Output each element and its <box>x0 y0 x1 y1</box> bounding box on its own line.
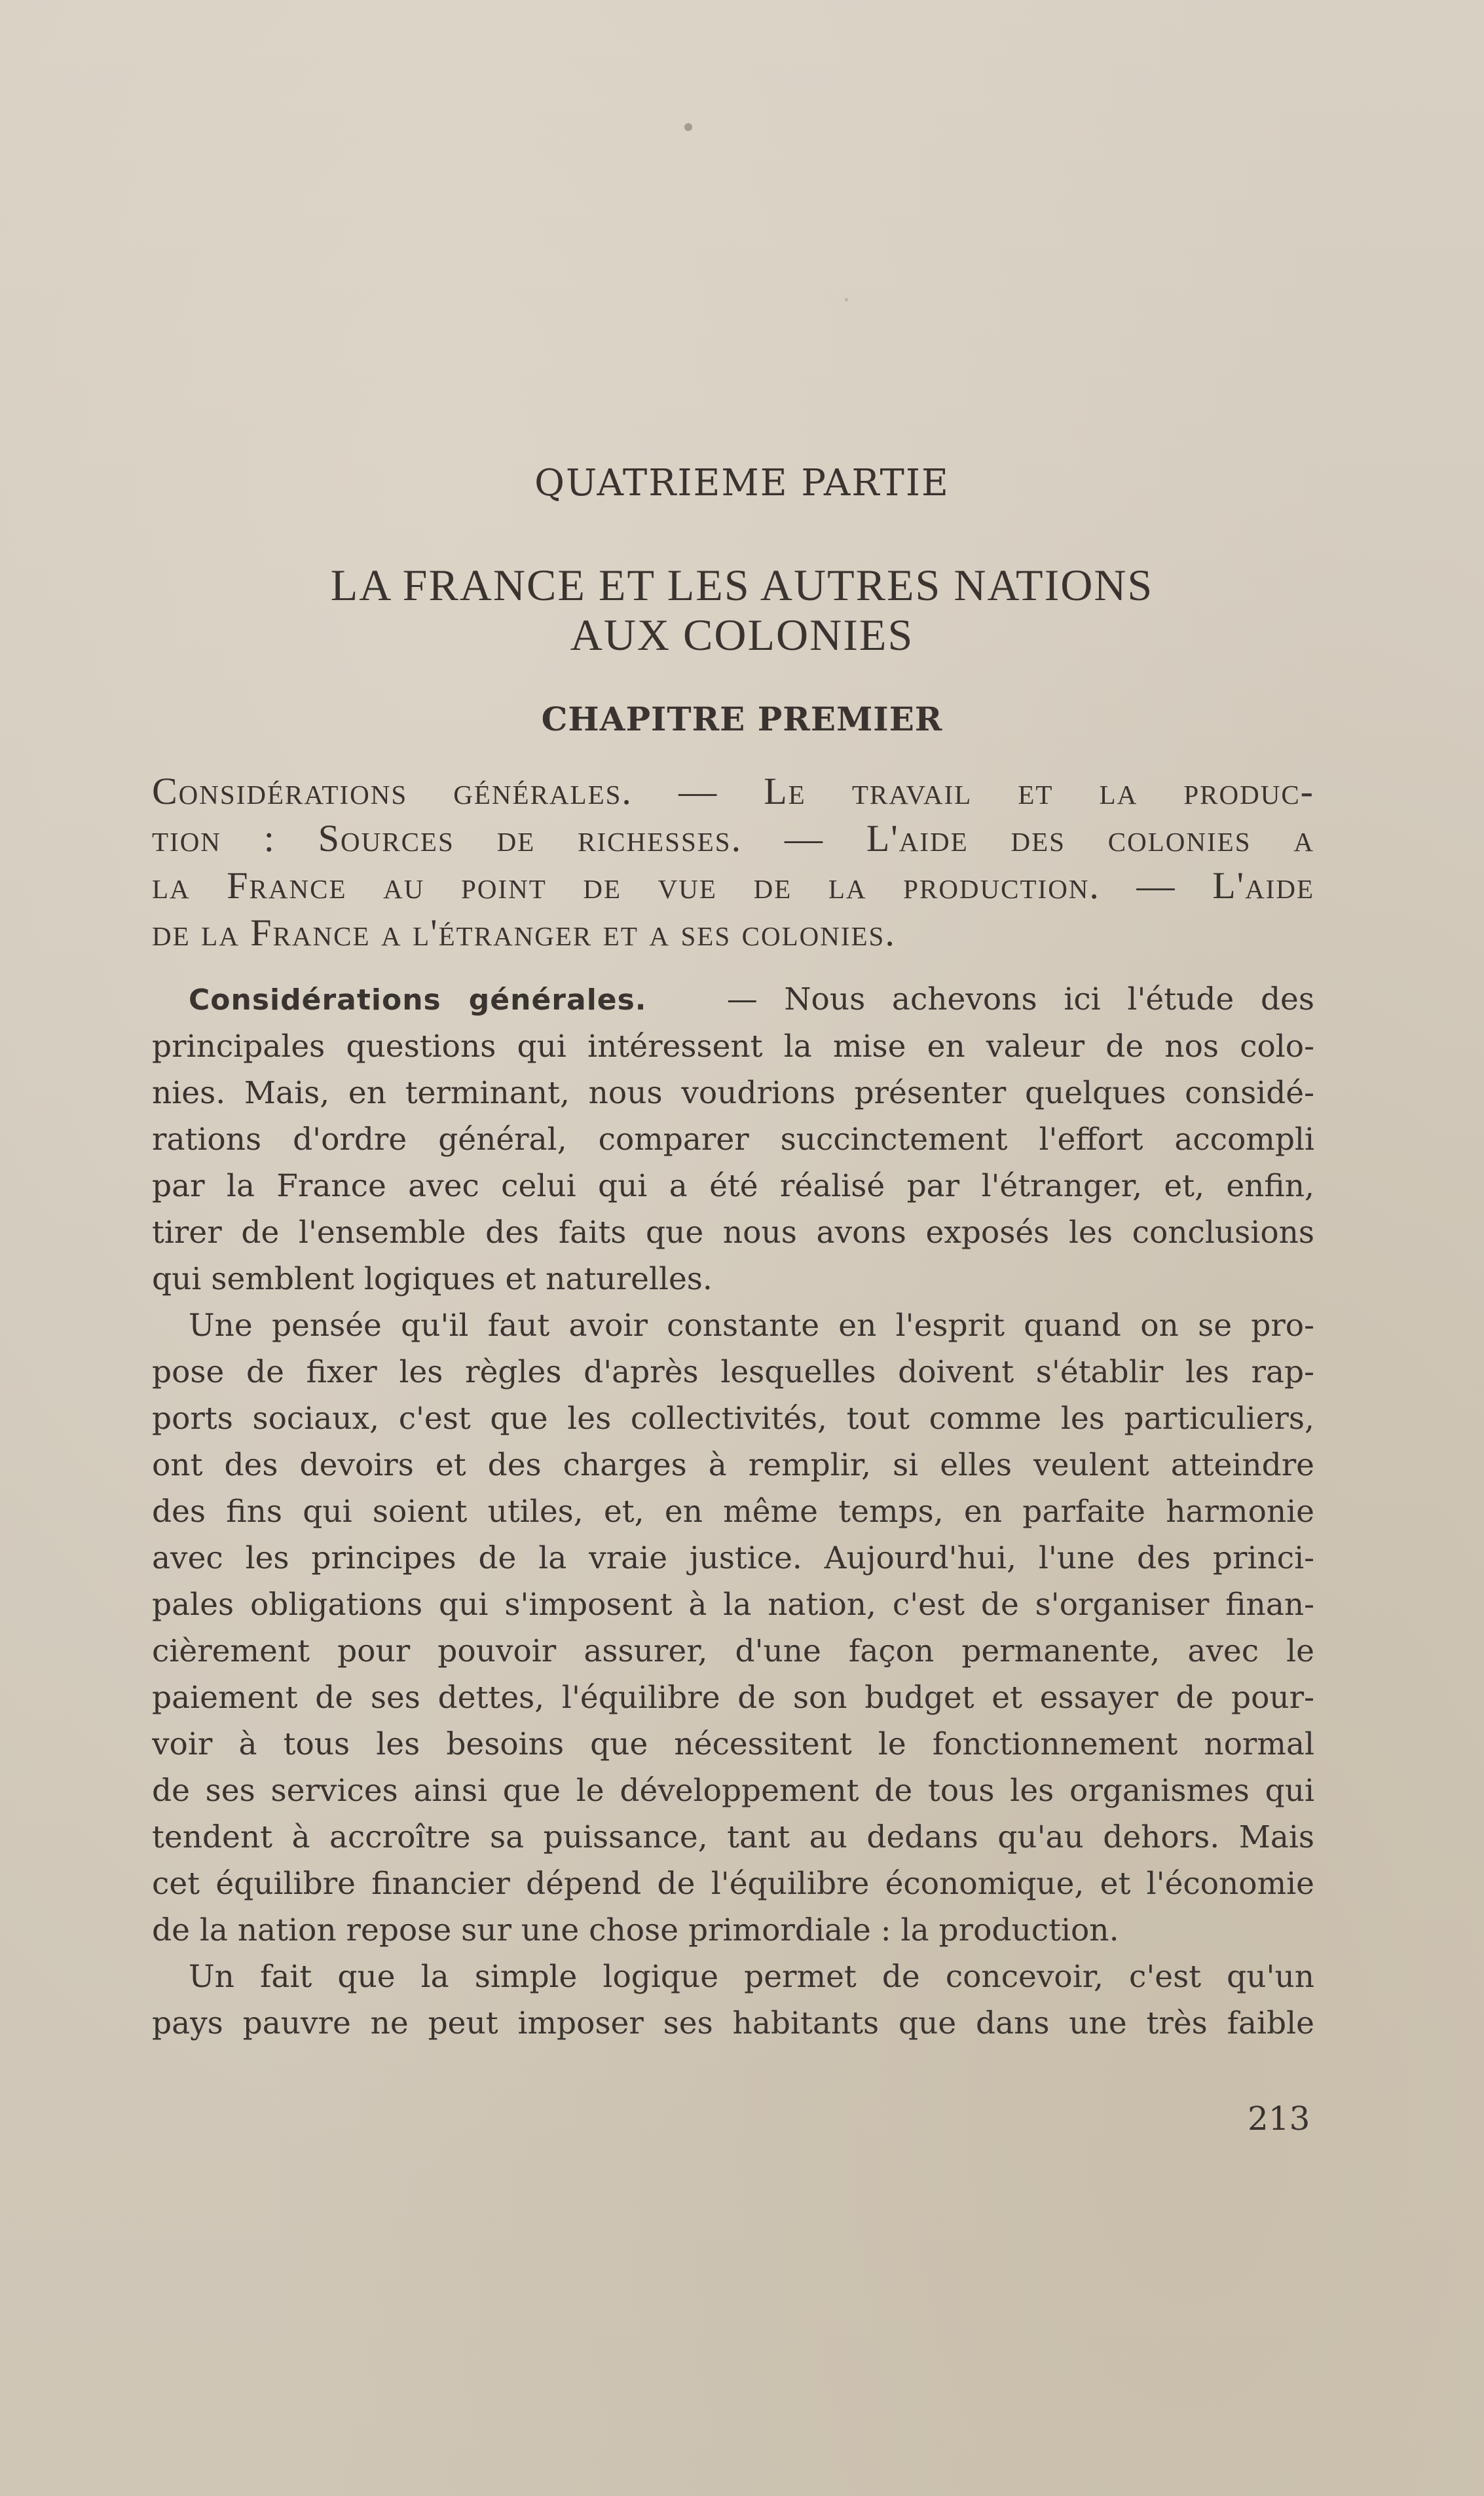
summary-line: de la France a l'étranger et a ses colonies. <box>152 911 896 954</box>
main-title-line: AUX COLONIES <box>570 610 914 660</box>
main-title <box>0 560 1484 660</box>
page-number: 213 <box>1248 2100 1310 2138</box>
body-line <box>152 976 1314 1023</box>
part-title: QUATRIEME PARTIE <box>534 462 950 504</box>
main-title-line: LA FRANCE ET LES AUTRES NATIONS <box>330 560 1154 610</box>
body-line: pales obligations qui s'imposent à la nation, c'est de s'organiser finan- <box>152 1587 1314 1623</box>
body-line: qui semblent logiques et naturelles. <box>152 1261 713 1297</box>
paper-speck <box>684 123 692 131</box>
body-line: avec les principes de la vraie justice. Aujourd'hui, l'une des princi- <box>152 1540 1314 1576</box>
body-line: rations d'ordre général, comparer succinctement l'effort accompli <box>152 1122 1314 1158</box>
summary-line: la France au point de vue de la production. — L'aide <box>152 864 1314 907</box>
body-line: cièrement pour pouvoir assurer, d'une façon permanente, avec le <box>152 1633 1314 1669</box>
body-text <box>152 976 1314 2047</box>
body-line: Un fait que la simple logique permet de concevoir, c'est qu'un <box>189 1959 1314 1995</box>
body-line: paiement de ses dettes, l'équilibre de son budget et essayer de pour- <box>152 1680 1314 1716</box>
body-line: nies. Mais, en terminant, nous voudrions présenter quelques considé- <box>152 1075 1314 1111</box>
body-line: des fins qui soient utiles, et, en même temps, en parfaite harmonie <box>152 1494 1314 1530</box>
body-line-text: — Nous achevons ici l'étude des <box>726 981 1314 1017</box>
body-line: Une pensée qu'il faut avoir constante en l'esprit quand on se pro- <box>189 1308 1314 1344</box>
body-line: de ses services ainsi que le développement de tous les organismes qui <box>152 1773 1314 1809</box>
body-line: voir à tous les besoins que nécessitent le fonctionnement normal <box>152 1726 1314 1762</box>
body-line: pays pauvre ne peut imposer ses habitants que dans une très faible <box>152 2005 1314 2041</box>
body-line: ports sociaux, c'est que les collectivités, tout comme les particuliers, <box>152 1401 1314 1437</box>
body-line: de la nation repose sur une chose primordiale : la production. <box>152 1912 1119 1948</box>
summary-line: Considérations générales. — Le travail et la produc- <box>152 770 1314 812</box>
body-line: principales questions qui intéressent la mise en valeur de nos colo- <box>152 1029 1314 1065</box>
body-line: tendent à accroître sa puissance, tant au dedans qu'au dehors. Mais <box>152 1819 1314 1855</box>
paper-speck <box>845 298 848 301</box>
summary-line: tion : Sources de richesses. — L'aide des colonies a <box>152 817 1314 860</box>
body-line: par la France avec celui qui a été réalisé par l'étranger, et, enfin, <box>152 1168 1314 1204</box>
body-line: pose de fixer les règles d'après lesquelles doivent s'établir les rap- <box>152 1354 1314 1390</box>
chapter-summary <box>152 768 1314 956</box>
chapter-title: CHAPITRE PREMIER <box>541 700 943 738</box>
body-line: tirer de l'ensemble des faits que nous avons exposés les conclusions <box>152 1215 1314 1251</box>
body-line: ont des devoirs et des charges à remplir, si elles veulent atteindre <box>152 1447 1314 1483</box>
section-lead: Considérations générales. <box>189 983 647 1017</box>
body-line: cet équilibre financier dépend de l'équilibre économique, et l'économie <box>152 1866 1314 1902</box>
